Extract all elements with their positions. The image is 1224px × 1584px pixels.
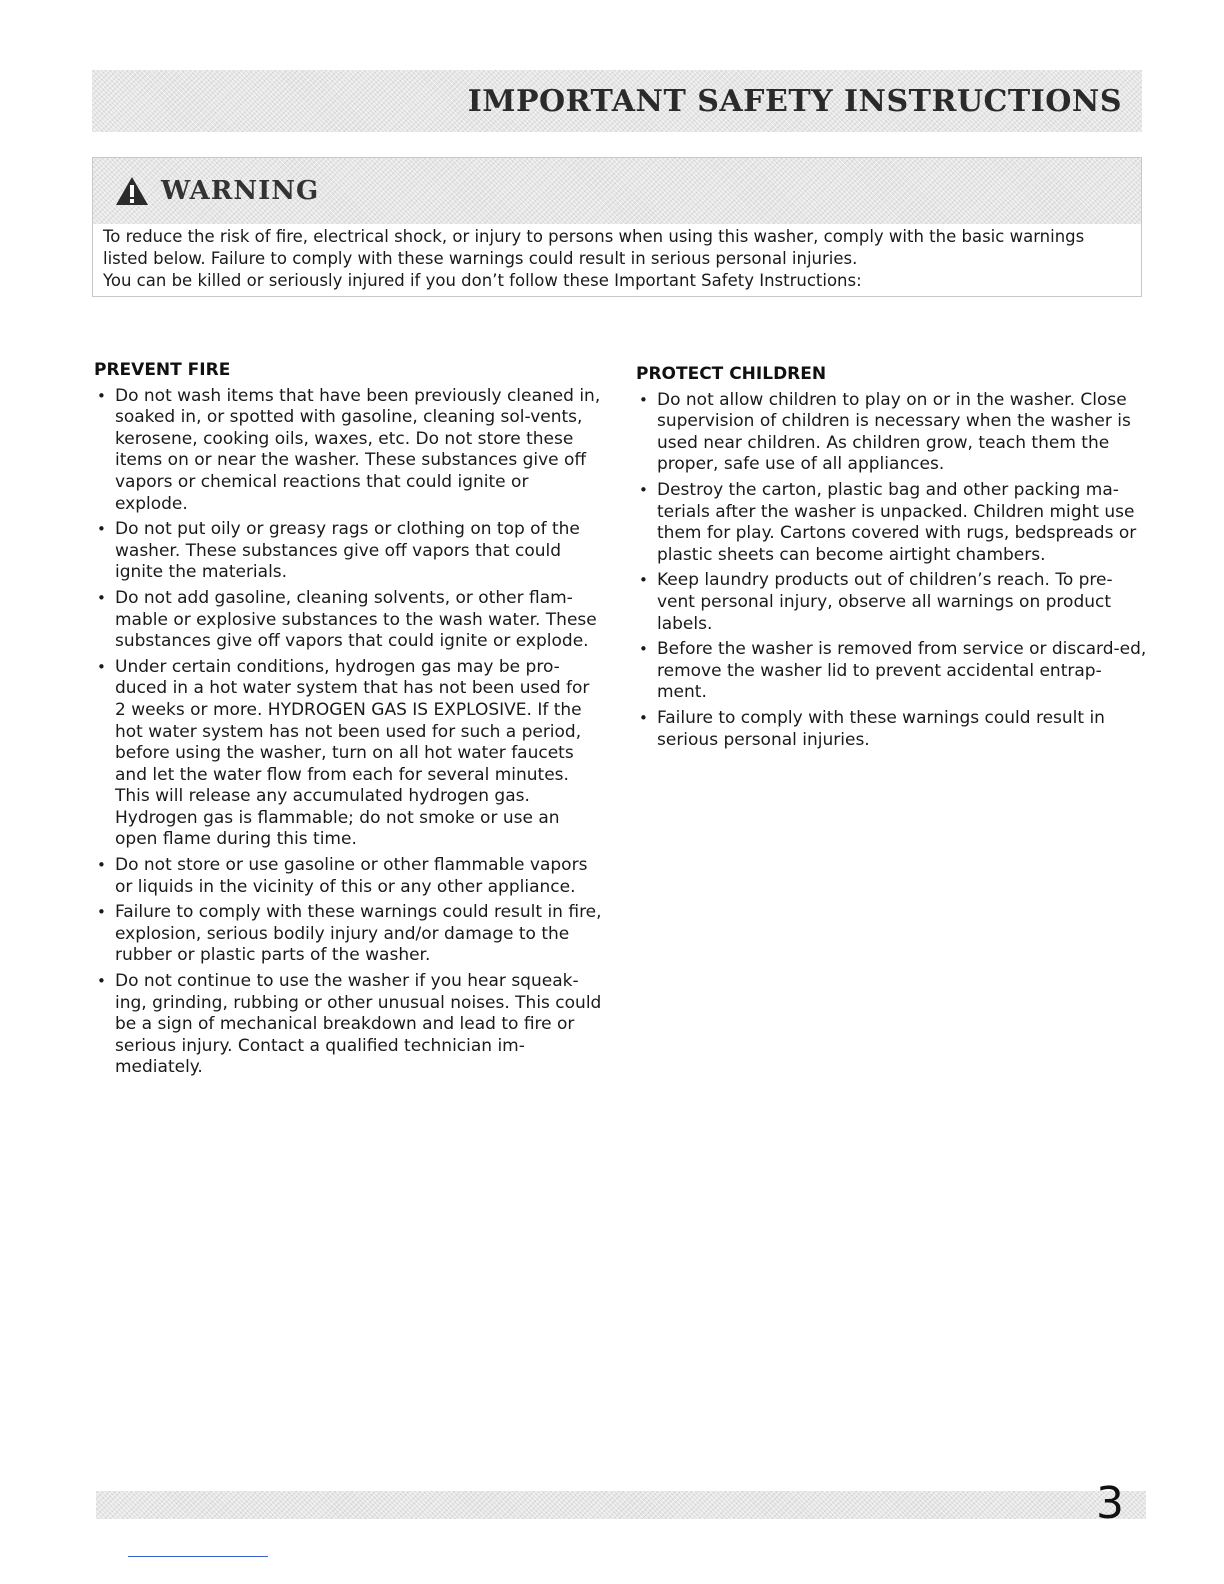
list-item: • Keep laundry products out of children’s reach. To pre-vent personal injury, observe all warnings on product labels. bbox=[636, 570, 1148, 635]
footer-band bbox=[96, 1491, 1146, 1519]
list-item: • Do not allow children to play on or in the washer. Close supervision of children is necessary when the washer is used near children. As children grow, teach them the proper, safe use of all appliances. bbox=[636, 390, 1148, 476]
prevent-fire-section bbox=[94, 360, 604, 1083]
warning-triangle-icon bbox=[115, 176, 149, 206]
section-title: PREVENT FIRE bbox=[94, 360, 231, 380]
list-item: • Failure to comply with these warnings could result in serious personal injuries. bbox=[636, 708, 1148, 751]
warning-box bbox=[92, 157, 1142, 297]
list-item: • Do not wash items that have been previously cleaned in, soaked in, or spotted with gasoline, cleaning sol-vents, kerosene, cooking oils, waxes, etc. Do not store these items on or near the washer. These substances give off vapors or chemical reactions that could ignite or explode. bbox=[94, 386, 604, 516]
protect-children-section bbox=[636, 364, 1148, 755]
page-title: IMPORTANT SAFETY INSTRUCTIONS bbox=[467, 83, 1122, 119]
list-item: • Under certain conditions, hydrogen gas may be pro-duced in a hot water system that has not been used for 2 weeks or more. HYDROGEN GAS IS EXPLOSIVE. If the hot water system has not been used for such a period, before using the washer, turn on all hot water faucets and let the water flow from each for several minutes. This will release any accumulated hydrogen gas. Hydrogen gas is flammable; do not smoke or use an open flame during this time. bbox=[94, 657, 604, 851]
list-item: • Failure to comply with these warnings could result in fire, explosion, serious bodily injury and/or damage to the rubber or plastic parts of the washer. bbox=[94, 902, 604, 967]
warning-line: You can be killed or seriously injured if you don’t follow these Important Safety Instructions: bbox=[103, 271, 862, 290]
protect-children-list bbox=[636, 390, 1148, 752]
prevent-fire-list bbox=[94, 386, 604, 1079]
footer-rule bbox=[128, 1556, 268, 1557]
warning-label: WARNING bbox=[161, 176, 320, 206]
list-item: • Do not put oily or greasy rags or clothing on top of the washer. These substances give off vapors that could ignite the materials. bbox=[94, 519, 604, 584]
list-item: • Do not continue to use the washer if you hear squeak-ing, grinding, rubbing or other unusual noises. This could be a sign of mechanical breakdown and lead to fire or serious injury. Contact a qualified technician im-mediately. bbox=[94, 971, 604, 1079]
list-item: • Do not add gasoline, cleaning solvents, or other flam-mable or explosive substances to the wash water. These substances give off vapors that could ignite or explode. bbox=[94, 588, 604, 653]
warning-text bbox=[93, 224, 1141, 296]
section-title: PROTECT CHILDREN bbox=[636, 364, 827, 384]
list-item: • Destroy the carton, plastic bag and other packing ma-terials after the washer is unpacked. Children might use them for play. Cartons covered with rugs, bedspreads or plastic sheets can become airtight chambers. bbox=[636, 480, 1148, 566]
warning-header bbox=[93, 158, 1141, 224]
warning-line: To reduce the risk of fire, electrical shock, or injury to persons when using this washer, comply with the basic warnings listed below. Failure to comply with these warnings could result in serious personal injuries. bbox=[103, 227, 1085, 268]
page-number: 3 bbox=[1096, 1478, 1124, 1529]
header-band bbox=[92, 70, 1142, 132]
list-item: • Before the washer is removed from service or discard-ed, remove the washer lid to prevent accidental entrap-ment. bbox=[636, 639, 1148, 704]
list-item: • Do not store or use gasoline or other flammable vapors or liquids in the vicinity of this or any other appliance. bbox=[94, 855, 604, 898]
